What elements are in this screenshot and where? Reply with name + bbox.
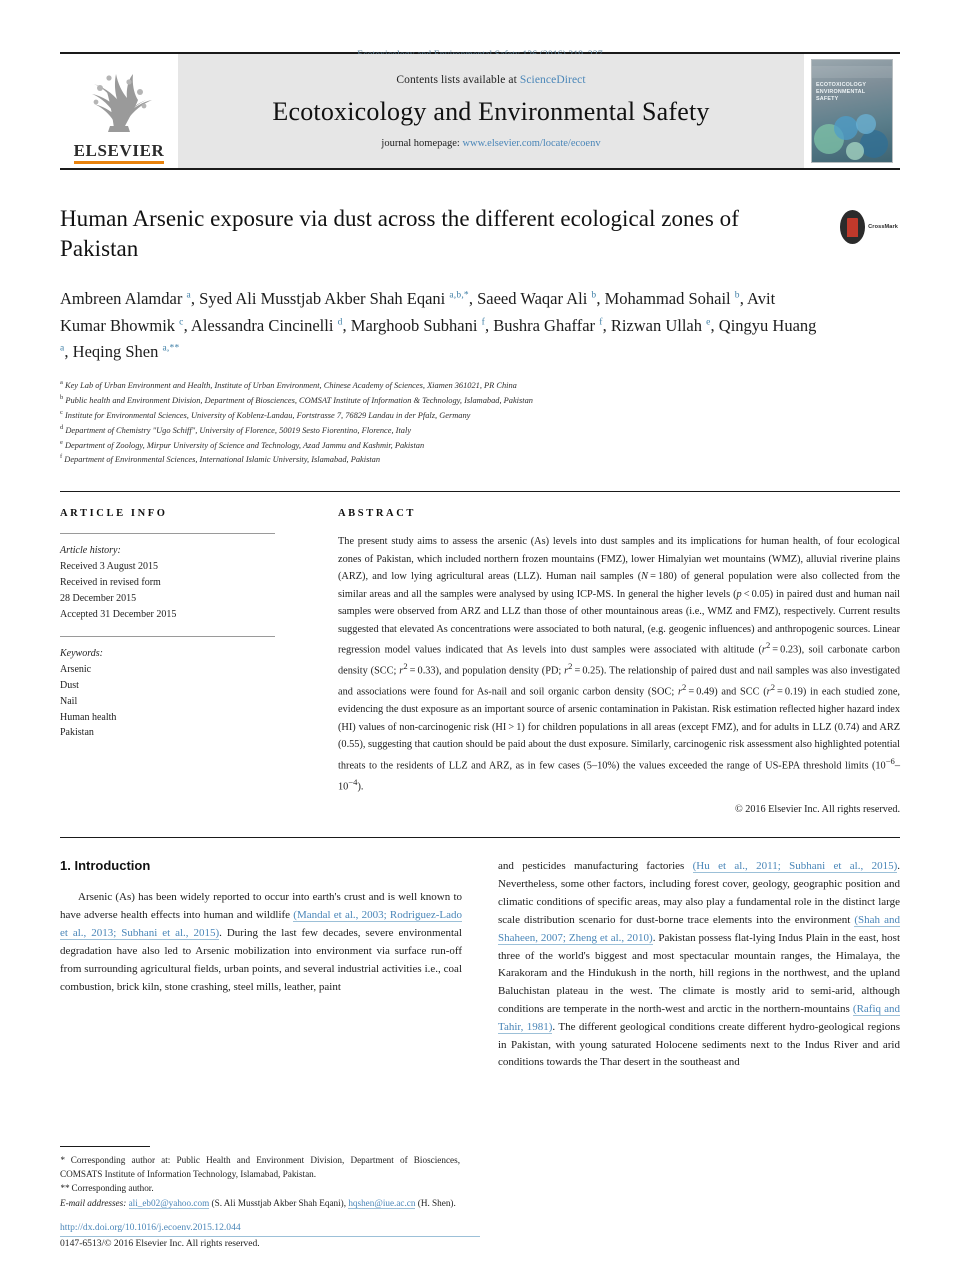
abstract-copyright: © 2016 Elsevier Inc. All rights reserved. bbox=[734, 804, 900, 816]
affiliation-mark: b bbox=[60, 393, 64, 401]
contents-prefix: Contents lists available at bbox=[396, 73, 520, 86]
journal-masthead bbox=[60, 52, 900, 170]
introduction-paragraph-left: Arsenic (As) has been widely reported to occur into earth's crust and is well known to have adverse health effects into human and wildlife (Mandal et al., 2003; Rodriguez-Lado et al., 2013; Subhani et al., 2015). During the last few decades, severe environmental degradation have also led to Arsenic mobilization into environment via surface run-off from surrounding agricultural fields, urban points, and several industrial activities i.e., coal combustion, brick kiln, stone crashing, steel mills, leather, paint bbox=[60, 891, 462, 993]
keywords-block bbox=[60, 646, 310, 741]
doi-link[interactable]: http://dx.doi.org/10.1016/j.ecoenv.2015.12.044 bbox=[60, 1221, 480, 1237]
affiliation-mark: f bbox=[60, 453, 63, 461]
journal-cover-thumbnail bbox=[804, 54, 900, 168]
affiliation-text: Department of Environmental Sciences, International Islamic University, Islamabad, Pakistan bbox=[64, 455, 381, 465]
affiliation-item bbox=[60, 423, 900, 438]
divider bbox=[60, 837, 900, 838]
affiliation-item bbox=[60, 378, 900, 393]
cover-title-text: ECOTOXICOLOGY ENVIRONMENTAL SAFETY bbox=[816, 82, 867, 102]
body-columns bbox=[60, 858, 900, 1188]
contents-available-line bbox=[396, 74, 585, 86]
affiliation-mark: e bbox=[60, 438, 63, 446]
article-info-column bbox=[60, 508, 310, 815]
history-line: 28 December 2015 bbox=[60, 592, 137, 604]
body-column-left bbox=[60, 858, 462, 1188]
journal-title: Ecotoxicology and Environmental Safety bbox=[272, 96, 710, 126]
affiliation-list bbox=[60, 378, 900, 467]
page-title: Human Arsenic exposure via dust across the different ecological zones of Pakistan bbox=[60, 206, 739, 261]
affiliation-text: Public health and Environment Division, Department of Biosciences, COMSAT Institute of Information & Technology, Islamabad, Pakistan bbox=[65, 395, 533, 405]
affiliation-item bbox=[60, 438, 900, 453]
footnotes-block bbox=[60, 1146, 460, 1210]
keywords-label: Keywords: bbox=[60, 648, 103, 660]
cover-blob bbox=[834, 116, 858, 140]
corresponding-author-note-2: ** Corresponding author. bbox=[60, 1183, 154, 1194]
introduction-heading: 1. Introduction bbox=[60, 858, 151, 874]
affiliation-text: Key Lab of Urban Environment and Health, Institute of Urban Environment, Chinese Academy of Sciences, Xiamen 361021, PR China bbox=[64, 380, 517, 390]
homepage-prefix: journal homepage: bbox=[381, 137, 463, 149]
crossmark-badge[interactable] bbox=[840, 206, 898, 248]
body-column-right bbox=[498, 858, 900, 1188]
running-head bbox=[60, 0, 900, 50]
corresponding-author-note: * Corresponding author at: Public Health and Environment Division, Department of Biosciences, COMSATS Institute of Information Technology, Islamabad, Pakistan. bbox=[60, 1154, 460, 1179]
affiliation-mark: a bbox=[60, 378, 63, 386]
introduction-paragraph-right: and pesticides manufacturing factories (Hu et al., 2011; Subhani et al., 2015). Nevertheless, some other factors, including forest cover, geology, geographic position and climatic conditions of specific areas, may also play a fundamental role in the distinct large scale distribution scenario for dust-borne trace elements into the environment (Shah and Shaheen, 2007; Zheng et al., 2010). Pakistan possess flat-lying Indus Plain in the east, host three of the world's biggest and most spectacular mountain ranges, the Himalaya, the Karakoram and the Hindukush in the north, hill regions in the northwest, and the upland Baluchistan plateau in the west. The climate is mostly arid to semi-arid, although conditions are temperate in the north-west and arctic in the northern-mountains (Rafiq and Tahir, 1981). The different geological conditions create different hydro-geological regions in Pakistan, with young saturated Holocene sediments next to the Indus River and arid conditions towards the Thar desert in the southeast and bbox=[498, 860, 901, 1069]
cover-blob bbox=[846, 142, 864, 160]
abstract-column bbox=[338, 508, 900, 815]
keyword-item: Dust bbox=[60, 679, 79, 691]
article-history-label: Article history: bbox=[60, 545, 121, 557]
affiliation-text: Department of Chemistry "Ugo Schiff", University of Florence, 50019 Sesto Fiorentino, Florence, Italy bbox=[65, 425, 412, 435]
affiliation-text: Institute for Environmental Sciences, University of Koblenz-Landau, Fortstrasse 7, 76829 Landau in der Pfalz, Germany bbox=[64, 410, 471, 420]
affiliation-text: Department of Zoology, Mirpur University of Science and Technology, Azad Jammu and Kashmir, Pakistan bbox=[64, 440, 425, 450]
history-line: Received 3 August 2015 bbox=[60, 561, 159, 573]
keyword-item: Nail bbox=[60, 695, 78, 707]
cover-blob bbox=[860, 130, 888, 158]
info-abstract-band bbox=[60, 491, 900, 815]
elsevier-logo bbox=[60, 54, 178, 168]
issn-copyright-line: 0147-6513/© 2016 Elsevier Inc. All rights reserved. bbox=[60, 1238, 260, 1250]
keyword-item: Pakistan bbox=[60, 727, 94, 739]
history-line: Accepted 31 December 2015 bbox=[60, 608, 177, 620]
footer-block bbox=[60, 1221, 480, 1252]
cover-strip bbox=[812, 66, 892, 78]
author-list: Ambreen Alamdar $^a$, Syed Ali Musstjab Akber Shah Eqani $^{a,b,*}$, Saeed Waqar Ali $^b$, Mohammad Sohail $^b$, Avit Kumar Bhowmik $^c$, Alessandra Cincinelli $^d$, Marghoob Subhani $^f$, Bushra Ghaffar $^f$, Rizwan Ullah $^e$, Qingyu Huang $^a$, Heqing Shen $^{a,**}$ bbox=[60, 288, 817, 362]
affiliation-mark: c bbox=[60, 408, 63, 416]
article-history bbox=[60, 543, 310, 622]
abstract-heading: ABSTRACT bbox=[338, 508, 416, 520]
affiliation-item bbox=[60, 452, 900, 467]
cover-blob bbox=[856, 114, 876, 134]
title-area bbox=[60, 204, 900, 264]
cover-artwork bbox=[811, 59, 893, 163]
keyword-item: Arsenic bbox=[60, 664, 92, 676]
crossmark-icon bbox=[840, 210, 865, 244]
elsevier-wordmark: ELSEVIER bbox=[74, 142, 165, 164]
footnote-rule bbox=[60, 1146, 150, 1147]
divider bbox=[60, 533, 275, 534]
masthead-center bbox=[178, 54, 804, 168]
affiliation-mark: d bbox=[60, 423, 64, 431]
divider bbox=[60, 636, 275, 637]
keyword-item: Human health bbox=[60, 711, 117, 723]
journal-homepage-line bbox=[381, 138, 600, 149]
elsevier-tree-icon bbox=[74, 58, 162, 134]
affiliation-item bbox=[60, 393, 900, 408]
history-line: Received in revised form bbox=[60, 576, 161, 588]
abstract-body: The present study aims to assess the arsenic (As) levels into dust samples and its implications for human health, of four ecological zones of Pakistan, which included northern frozen mountains (FMZ), lower Himalyian wet mountains (WMZ), alluvial riverine plains (ARZ), and low lying agricultural areas (LLZ). Human nail samples (N = 180) of general population were also collected from the similar areas and all the samples were analysed by using ICP-MS. In general the higher levels (p < 0.05) in paired dust and human nail samples were observed from ARZ and LLZ than those of other mountainous areas (i.e., WMZ and FMZ), respectively. Current results suggested that elevated As concentrations were associated to both natural, (e.g. geogenic influences) and anthropogenic sources. Linear regression model values indicated that As levels into dust samples were associated with altitude $(r^2 = 0.23)$, soil carbonate carbon density (SCC; $r^2 = 0.33$), and population density (PD; $r^2 = 0.25$). The relationship of paired dust and nail samples was also investigated and associations were found for As-nail and soil organic carbon density (SOC; $r^2 = 0.49$) and SCC $(r^2 = 0.19)$ in each studied zone, evidencing the dust exposure as an important source of arsenic contamination in Pakistan. Risk estimation reflected higher hazard index (HI) values of non-carcinogenic risk (HI > 1) for children populations in all areas (except FMZ), and for adults in LLZ (0.74) and ARZ (0.55), suggesting that caution should be paid about the dust exposure. Similarly, carcinogenic risk assessment also highlighted potential threats to the residents of LLZ and ARZ, as in few cases (5–10%) the values exceeded the range of US-EPA threshold limits $(10^{-6}-10^{-4})$. bbox=[338, 536, 901, 792]
affiliation-item bbox=[60, 408, 900, 423]
journal-homepage-link[interactable]: www.elsevier.com/locate/ecoenv bbox=[462, 137, 601, 149]
sciencedirect-link[interactable]: ScienceDirect bbox=[519, 73, 586, 86]
crossmark-label: CrossMark bbox=[868, 223, 898, 230]
email-addresses-note: E-mail addresses: ali_eb02@yahoo.com (S. Ali Musstjab Akber Shah Eqani), hqshen@iue.ac.cn (H. Shen). bbox=[60, 1197, 456, 1208]
article-info-heading: ARTICLE INFO bbox=[60, 508, 168, 520]
